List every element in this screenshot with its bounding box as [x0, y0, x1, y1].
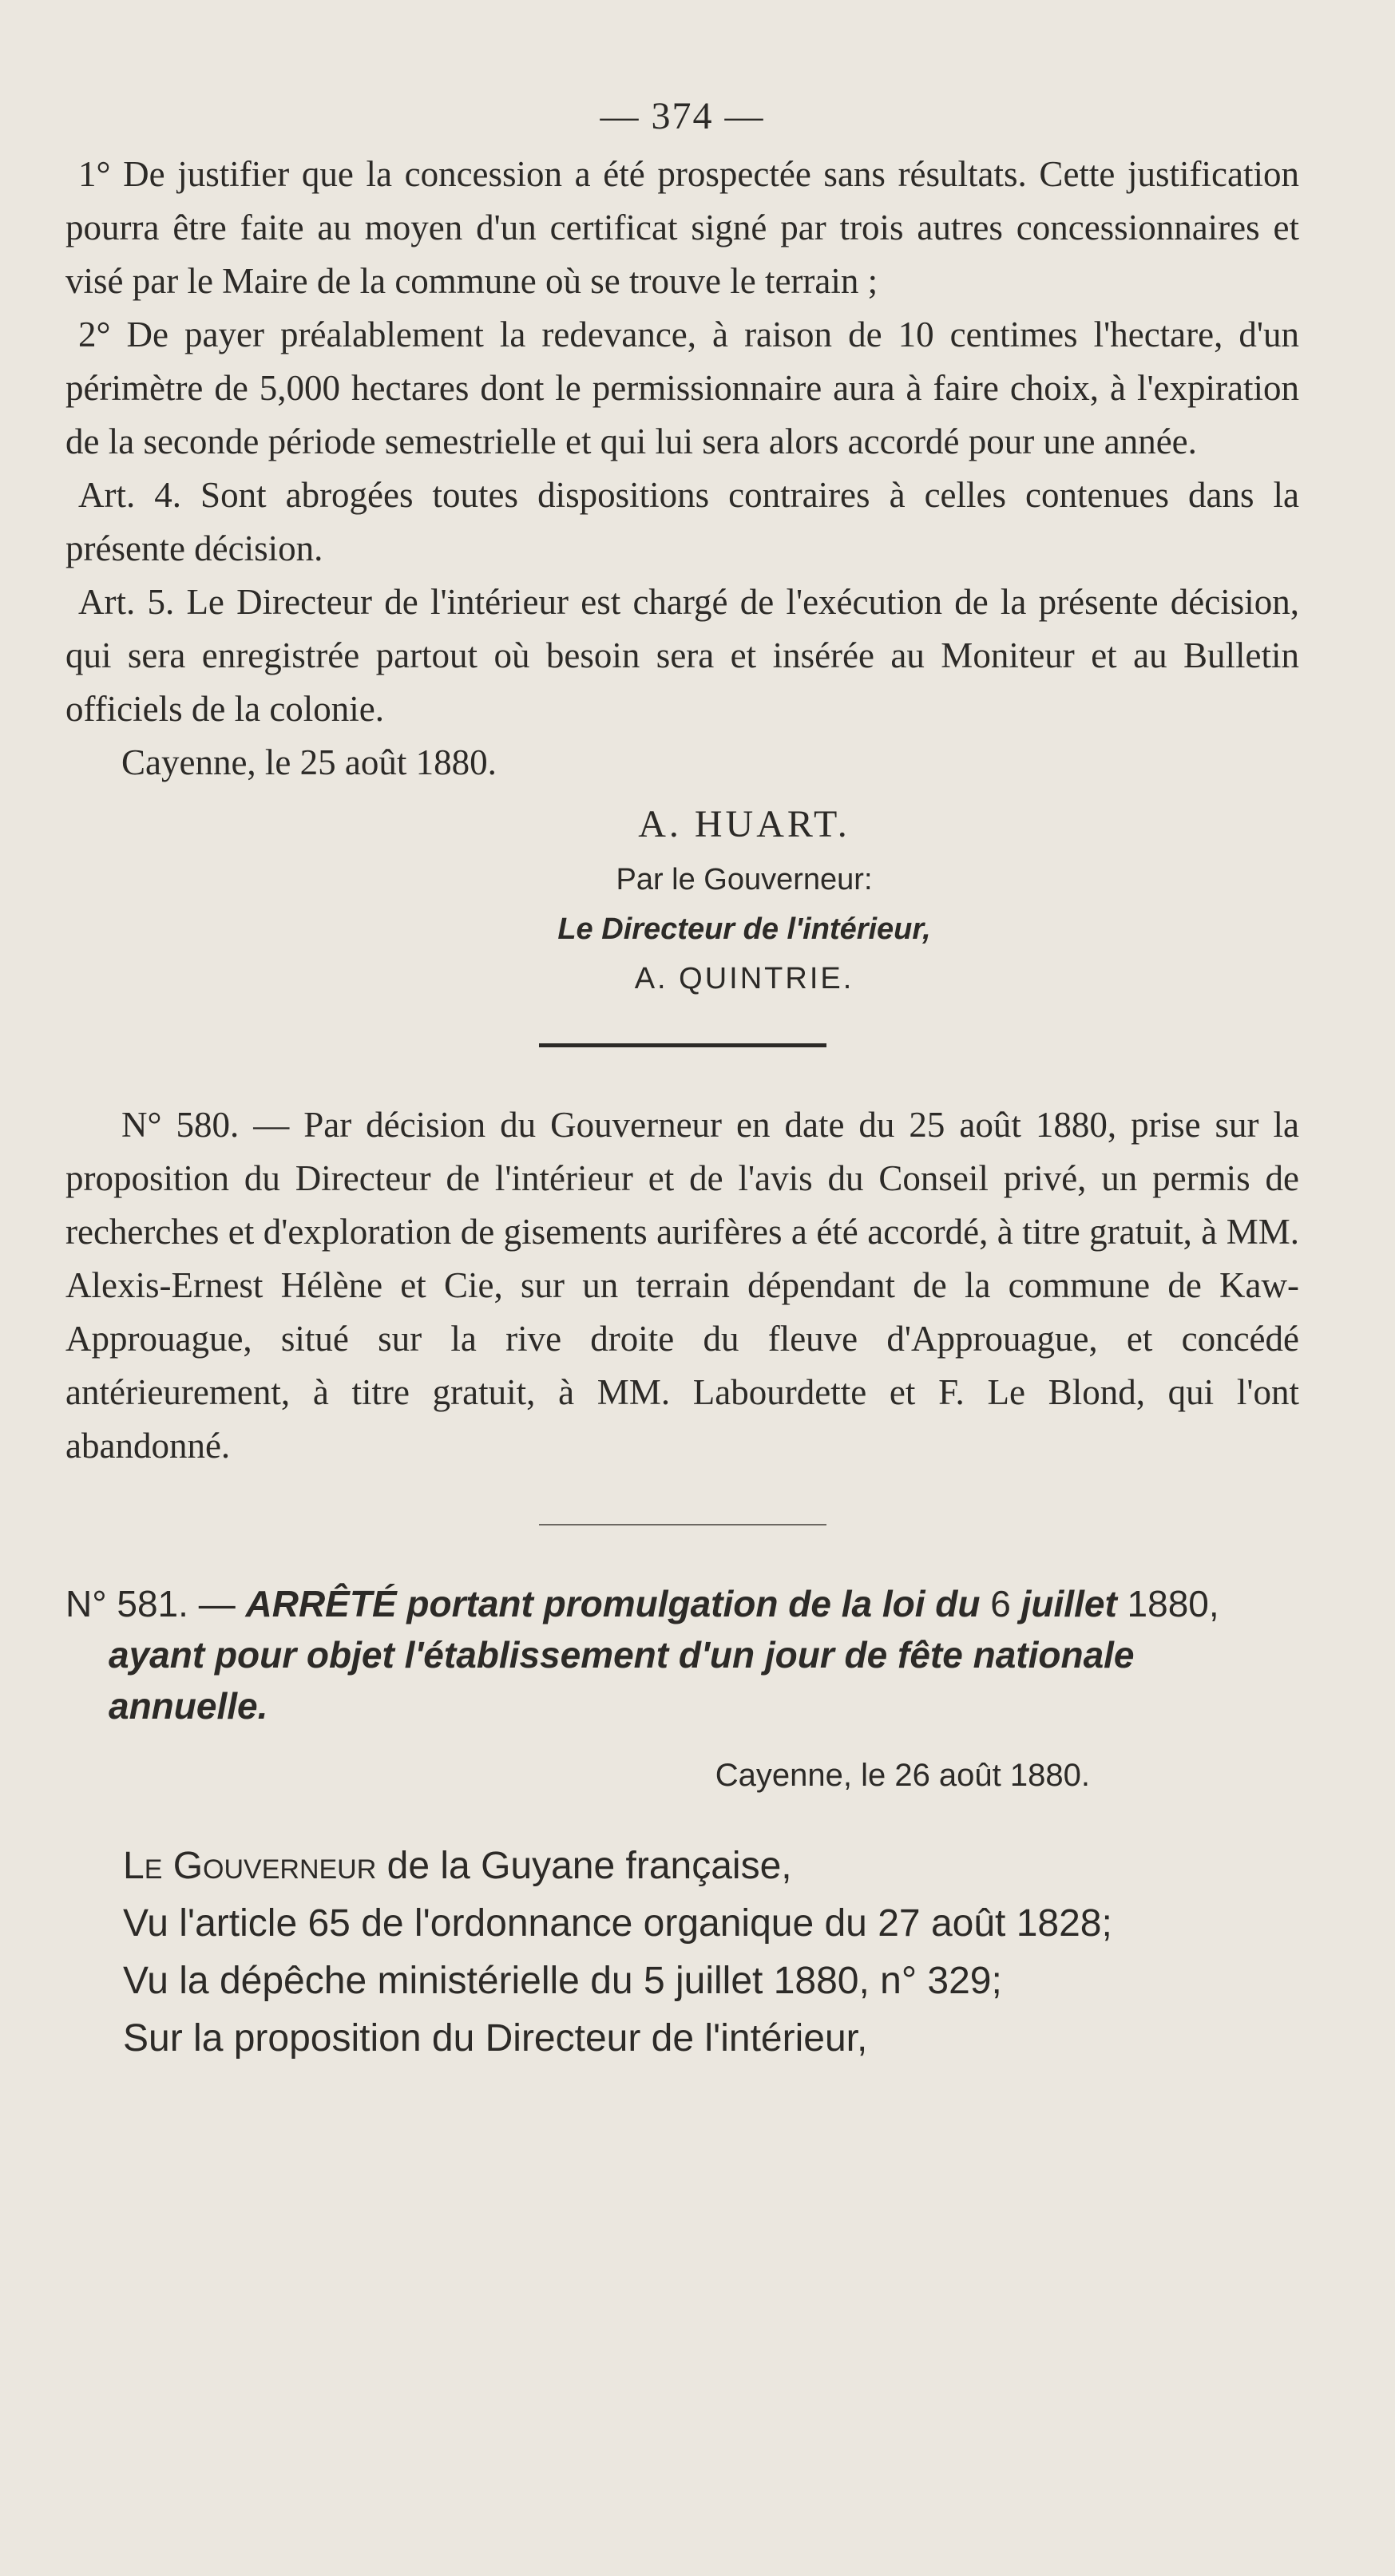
signature-role: Le Directeur de l'intérieur,	[557, 912, 931, 946]
section-divider-thin	[539, 1524, 826, 1525]
decree-title-part2: juillet	[1020, 1583, 1117, 1624]
paragraph-condition-1: 1° De justifier que la concession a été prospectée sans résultats. Cette justification pourra être faite au moyen d'un certificat signé par trois autres concessionnaires et visé par le Maire de la commune où se trouve le terrain ;	[65, 154, 1299, 301]
decree-title-part3: ayant pour objet l'établissement d'un jour de fête nationale annuelle.	[109, 1634, 1135, 1727]
section-divider-thick	[539, 1043, 826, 1047]
decree-title-regular2: 1880,	[1127, 1583, 1219, 1624]
paragraph-article-5: Art. 5. Le Directeur de l'intérieur est chargé de l'exécution de la présente décision, qui sera enregistrée partout où besoin sera et insérée au Moniteur et au Bulletin officiels de la colonie.	[65, 582, 1299, 729]
decree-governor-title: Le Gouverneur	[123, 1845, 377, 1887]
paragraph-date-place: Cayenne, le 25 août 1880.	[121, 742, 497, 782]
decree-title-regular1: 6	[990, 1583, 1011, 1624]
paragraph-condition-2: 2° De payer préalablement la redevance, à raison de 10 centimes l'hectare, d'un périmètre de 5,000 hectares dont le permissionnaire aura à faire choix, à l'expiration de la seconde période semestrielle et qui lui sera alors accordé pour une année.	[65, 315, 1299, 461]
decree-title	[65, 1578, 1299, 1731]
signature-name: A. HUART.	[638, 803, 850, 845]
decree-number: N° 581. —	[65, 1583, 236, 1624]
signature-countersign: A. QUINTRIE.	[634, 962, 854, 995]
decree-vu-depeche: Vu la dépêche ministérielle du 5 juillet 1880, n° 329;	[123, 1960, 1002, 2002]
decree-581	[65, 1578, 1299, 2068]
decree-sur-proposition: Sur la proposition du Directeur de l'intérieur,	[123, 2017, 868, 2060]
paragraph-article-4: Art. 4. Sont abrogées toutes dispositions contraires à celles contenues dans la présente décision.	[65, 475, 1299, 568]
decree-date: Cayenne, le 26 août 1880.	[715, 1758, 1090, 1793]
decree-governor-rest: de la Guyane française,	[386, 1845, 792, 1887]
decree-governor	[65, 1838, 1299, 1895]
notice-580: N° 580. — Par décision du Gouverneur en date du 25 août 1880, prise sur la proposition du Directeur de l'intérieur et de l'avis du Conseil privé, un permis de recherches et d'exploration de gisements aurifères a été accordé, à titre gratuit, à MM. Alexis-Ernest Hélène et Cie, sur un terrain dépendant de la commune de Kaw-Approuague, situé sur la rive droite du fleuve d'Approuague, et concédé antérieurement, à titre gratuit, à MM. Labourdette et F. Le Blond, qui l'ont abandonné.	[65, 1105, 1299, 1466]
page-number: — 374 —	[600, 95, 765, 137]
signature-block	[473, 794, 1016, 1003]
decree-title-part1: ARRÊTÉ portant promulgation de la loi du	[245, 1583, 981, 1624]
signature-by-line: Par le Gouverneur:	[616, 863, 873, 896]
decree-vu-article: Vu l'article 65 de l'ordonnance organique du 27 août 1828;	[123, 1902, 1112, 1945]
